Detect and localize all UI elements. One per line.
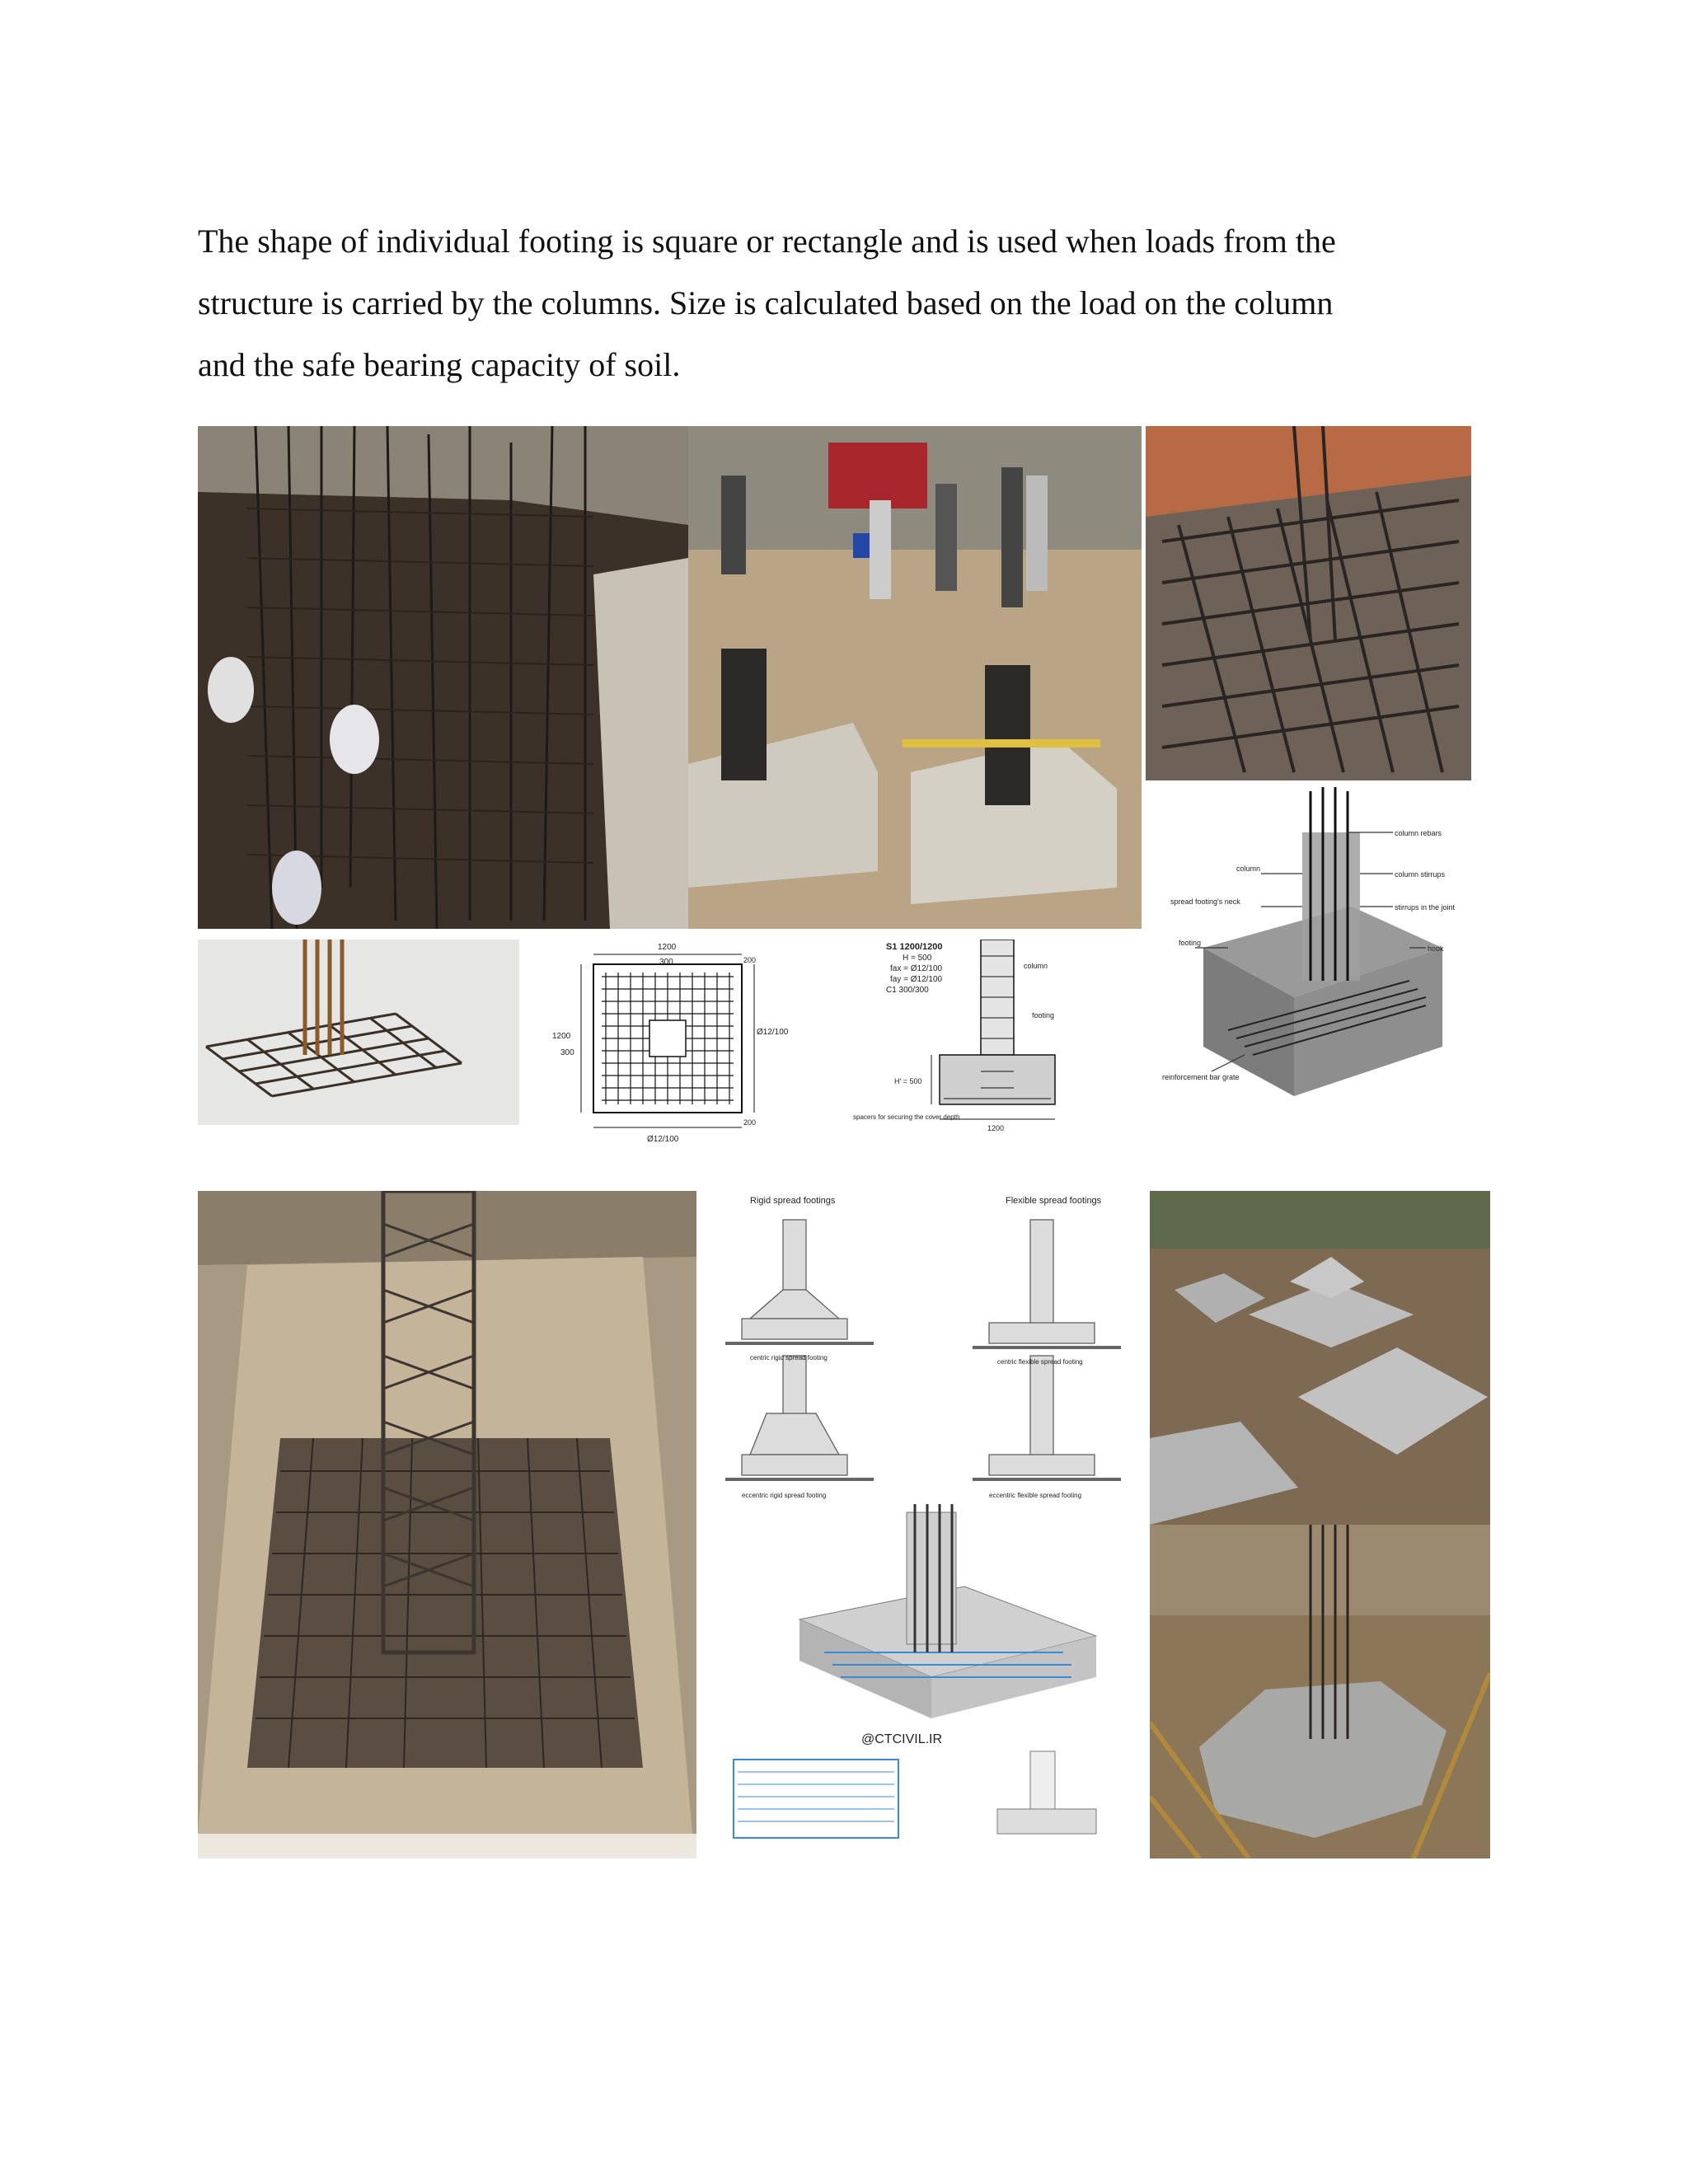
paragraph-line-3: and the safe bearing capacity of soil. bbox=[198, 346, 681, 383]
iso-label-6: hook bbox=[1428, 944, 1444, 953]
section-label-width: 1200 bbox=[987, 1124, 1005, 1132]
diagram-isometric-footing bbox=[1146, 783, 1500, 1146]
spread-caption-3: eccentric flexible spread footing bbox=[989, 1492, 1082, 1499]
spread-caption-0: centric rigid spread footing bbox=[750, 1354, 828, 1361]
photo-pyramid-footings bbox=[1150, 1191, 1490, 1525]
paragraph-line-2: structure is carried by the columns. Size is calculated based on the load on the column bbox=[198, 284, 1334, 321]
spread-caption-1: centric flexible spread footing bbox=[997, 1358, 1083, 1366]
photo-rebar-render bbox=[198, 940, 519, 1125]
section-label-fax: fax = Ø12/100 bbox=[890, 964, 943, 973]
photo-deep-pit-cage bbox=[198, 1191, 696, 1858]
plan-dim-right: Ø12/100 bbox=[757, 1028, 789, 1037]
section-label-fay: fay = Ø12/100 bbox=[890, 975, 943, 984]
photo-rebar-cages-pit bbox=[198, 426, 688, 929]
photo-octagonal-footing bbox=[1150, 1525, 1490, 1858]
iso-label-1: column bbox=[1236, 865, 1261, 873]
photo-rebar-mat bbox=[1146, 426, 1471, 780]
section-label-spacers: spacers for securing the cover depth bbox=[853, 1113, 960, 1121]
section-label-s1: S1 1200/1200 bbox=[886, 942, 943, 952]
section-label-h: H = 500 bbox=[903, 954, 932, 963]
iso-label-2: column stirrups bbox=[1395, 870, 1446, 879]
plan-dim-corner: 200 bbox=[743, 1118, 757, 1127]
photo-formwork-site bbox=[688, 426, 1142, 929]
plan-dim-top: 1200 bbox=[658, 943, 677, 952]
spread-caption-2: eccentric rigid spread footing bbox=[742, 1492, 827, 1499]
plan-dim-left-inner: 300 bbox=[560, 1048, 574, 1057]
spread-title-left: Rigid spread footings bbox=[750, 1196, 836, 1206]
section-label-column: column bbox=[1024, 962, 1048, 970]
diagram-spread-footing-types bbox=[717, 1191, 1146, 1858]
plan-dim-top-inner: 300 bbox=[659, 958, 673, 967]
iso-label-0: column rebars bbox=[1395, 829, 1442, 837]
paragraph-line-1: The shape of individual footing is square or rectangle and is used when loads from the bbox=[198, 223, 1336, 260]
section-label-h-prime: H' = 500 bbox=[894, 1077, 922, 1085]
diagram-footing-section bbox=[849, 940, 1088, 1150]
intro-paragraph bbox=[198, 210, 1484, 396]
spread-watermark: @CTCIVIL.IR bbox=[861, 1732, 943, 1746]
iso-label-3: spread footing's neck bbox=[1170, 898, 1240, 906]
section-label-footing: footing bbox=[1032, 1011, 1055, 1019]
iso-label-7: reinforcement bar grate bbox=[1162, 1073, 1240, 1081]
diagram-footing-plan bbox=[552, 940, 791, 1150]
plan-dim-right-small: 200 bbox=[743, 956, 757, 964]
section-label-c1: C1 300/300 bbox=[886, 986, 929, 995]
plan-dim-bottom: Ø12/100 bbox=[647, 1135, 679, 1144]
plan-dim-left: 1200 bbox=[552, 1032, 571, 1041]
iso-label-5: footing bbox=[1179, 939, 1202, 947]
spread-title-right: Flexible spread footings bbox=[1006, 1196, 1102, 1206]
iso-label-4: stirrups in the joint bbox=[1395, 903, 1456, 912]
